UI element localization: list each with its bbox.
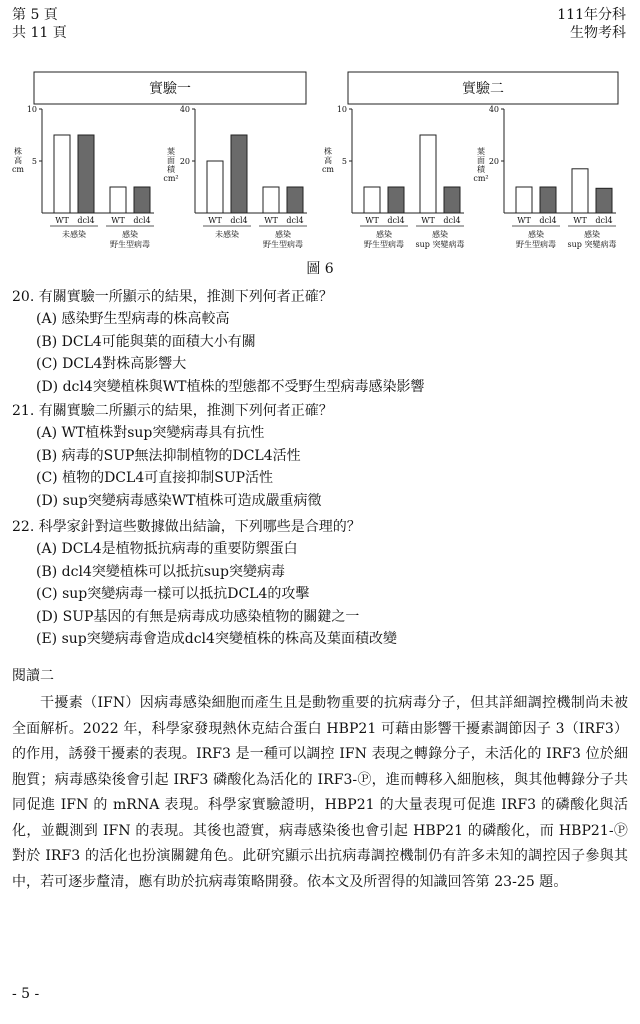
reading-title: 閱讀二	[12, 668, 54, 684]
y-tick-label: 20	[179, 157, 190, 166]
bar-label: dcl4	[230, 216, 248, 225]
group-label: 感染野生型病毒	[110, 230, 150, 249]
option-d[interactable]: (D) sup突變病毒感染WT植株可造成嚴重病徵	[36, 492, 322, 509]
y-axis-label: 葉面積 cm²	[473, 147, 489, 183]
bar-label: dcl4	[595, 216, 613, 225]
question-22	[12, 516, 632, 651]
group-label: 感染 sup 突變病毒	[415, 230, 465, 249]
group-label: 未感染	[62, 230, 86, 239]
bar-wt	[110, 187, 126, 213]
bar-label: dcl4	[133, 216, 151, 225]
question-21	[12, 400, 632, 512]
bar-dcl4	[134, 187, 150, 213]
group-label: 感染野生型病毒	[263, 230, 303, 249]
y-tick-label: 5	[31, 157, 37, 166]
bar-label: dcl4	[77, 216, 95, 225]
panel-title: 實驗一	[149, 81, 191, 97]
bar-label: dcl4	[387, 216, 405, 225]
option-c[interactable]: (C) DCL4對株高影響大	[36, 356, 187, 372]
y-tick-label: 5	[341, 157, 347, 166]
question-stem: 20. 有關實驗一所顯示的結果，推測下列何者正確？	[12, 289, 333, 305]
option-a[interactable]: (A) DCL4是植物抵抗病毒的重要防禦蛋白	[36, 541, 298, 557]
bar-label: WT	[55, 216, 69, 225]
bar-dcl4	[231, 135, 247, 213]
page-footer: - 5 -	[12, 986, 40, 1002]
page-header-right	[557, 6, 626, 42]
group-label: 感染野生型病毒	[516, 230, 556, 249]
group-label: 未感染	[215, 230, 239, 239]
bar-label: WT	[421, 216, 435, 225]
figure-caption: 圖 6	[306, 261, 334, 277]
bar-dcl4	[540, 187, 556, 213]
y-axis-label: 株高 cm	[321, 147, 335, 174]
option-b[interactable]: (B) dcl4突變植株可以抵抗sup突變病毒	[36, 563, 286, 580]
y-axis-label: 葉面積 cm²	[163, 147, 179, 183]
bar-dcl4	[78, 135, 94, 213]
bar-label: WT	[111, 216, 125, 225]
exam-subject: 生物考科	[570, 25, 626, 41]
bar-label: WT	[573, 216, 587, 225]
bar-label: dcl4	[286, 216, 304, 225]
panel-title: 實驗二	[462, 81, 504, 97]
group-label: 感染野生型病毒	[364, 230, 404, 249]
page-number: 第 5 頁	[12, 7, 58, 23]
option-a[interactable]: (A) 感染野生型病毒的株高較高	[36, 311, 230, 327]
y-tick-label: 40	[179, 105, 190, 114]
page-header-left	[12, 6, 67, 42]
y-tick-label: 10	[26, 105, 37, 114]
bar-wt	[54, 135, 70, 213]
option-b[interactable]: (B) DCL4可能與葉的面積大小有關	[36, 333, 256, 350]
bar-wt	[364, 187, 380, 213]
bar-dcl4	[444, 187, 460, 213]
bar-dcl4	[287, 187, 303, 213]
y-tick-label: 10	[336, 105, 347, 114]
bar-wt	[516, 187, 532, 213]
bar-wt	[572, 169, 588, 213]
bar-label: WT	[208, 216, 222, 225]
option-d[interactable]: (D) dcl4突變植株與WT植株的型態都不受野生型病毒感染影響	[36, 378, 425, 395]
group-label: 感染 sup 突變病毒	[567, 230, 617, 249]
reading-passage	[12, 665, 628, 895]
y-tick-label: 40	[488, 105, 499, 114]
option-c[interactable]: (C) 植物的DCL4可直接抑制SUP活性	[36, 470, 274, 486]
bar-label: dcl4	[539, 216, 557, 225]
bar-label: WT	[517, 216, 531, 225]
reading-body: 干擾素（IFN）因病毒感染細胞而產生且是動物重要的抗病毒分子，但其詳細調控機制尚未被全面解析。2022 年，科學家發現熱休克結合蛋白 HBP21 可藉由影響干擾素調節因子 3（IRF3）的作用，誘發干擾素的表現。IRF3 是一種可以調控 IFN 表現之轉錄分子，未活化的 IRF3 位於細胞質；病毒感染後會引起 IRF3 磷酸化為活化的 IRF3-Ⓟ，進而轉移入細胞核，與其他轉錄分子共同促進 IFN 的 mRNA 表現。科學家實驗證明，HBP21 的大量表現可促進 IRF3 的磷酸化與活化，並觀測到 IFN 的表現。其後也證實，病毒感染後也會引起 HBP21 的磷酸化，而 HBP21-Ⓟ對於 IRF3 的活化也扮演關鍵角色。此研究顯示出抗病毒調控機制仍有許多未知的調控因子參與其中，若可逐步釐清，應有助於抗病毒策略開發。依本文及所習得的知識回答第 23-25 題。	[12, 695, 628, 890]
figure-6	[0, 68, 640, 283]
bar-wt	[207, 161, 223, 213]
option-c[interactable]: (C) sup突變病毒一樣可以抵抗DCL4的攻擊	[36, 586, 310, 602]
bar-wt	[263, 187, 279, 213]
bar-label: WT	[365, 216, 379, 225]
bar-label: WT	[264, 216, 278, 225]
bar-wt	[420, 135, 436, 213]
option-a[interactable]: (A) WT植株對sup突變病毒具有抗性	[36, 425, 265, 441]
bar-label: dcl4	[443, 216, 461, 225]
option-b[interactable]: (B) 病毒的SUP無法抑制植物的DCL4活性	[36, 447, 301, 464]
bar-dcl4	[596, 188, 612, 213]
option-e[interactable]: (E) sup突變病毒會造成dcl4突變植株的株高及葉面積改變	[36, 631, 397, 647]
option-d[interactable]: (D) SUP基因的有無是病毒成功感染植物的關鍵之一	[36, 608, 360, 625]
question-stem: 21. 有關實驗二所顯示的結果，推測下列何者正確？	[12, 403, 333, 419]
y-tick-label: 20	[488, 157, 499, 166]
page-total: 共 11 頁	[12, 25, 67, 41]
question-20	[12, 286, 632, 398]
bar-dcl4	[388, 187, 404, 213]
question-stem: 22. 科學家針對這些數據做出結論，下列哪些是合理的？	[12, 519, 361, 535]
y-axis-label: 株高 cm	[11, 147, 25, 174]
exam-year: 111年分科	[557, 7, 626, 23]
